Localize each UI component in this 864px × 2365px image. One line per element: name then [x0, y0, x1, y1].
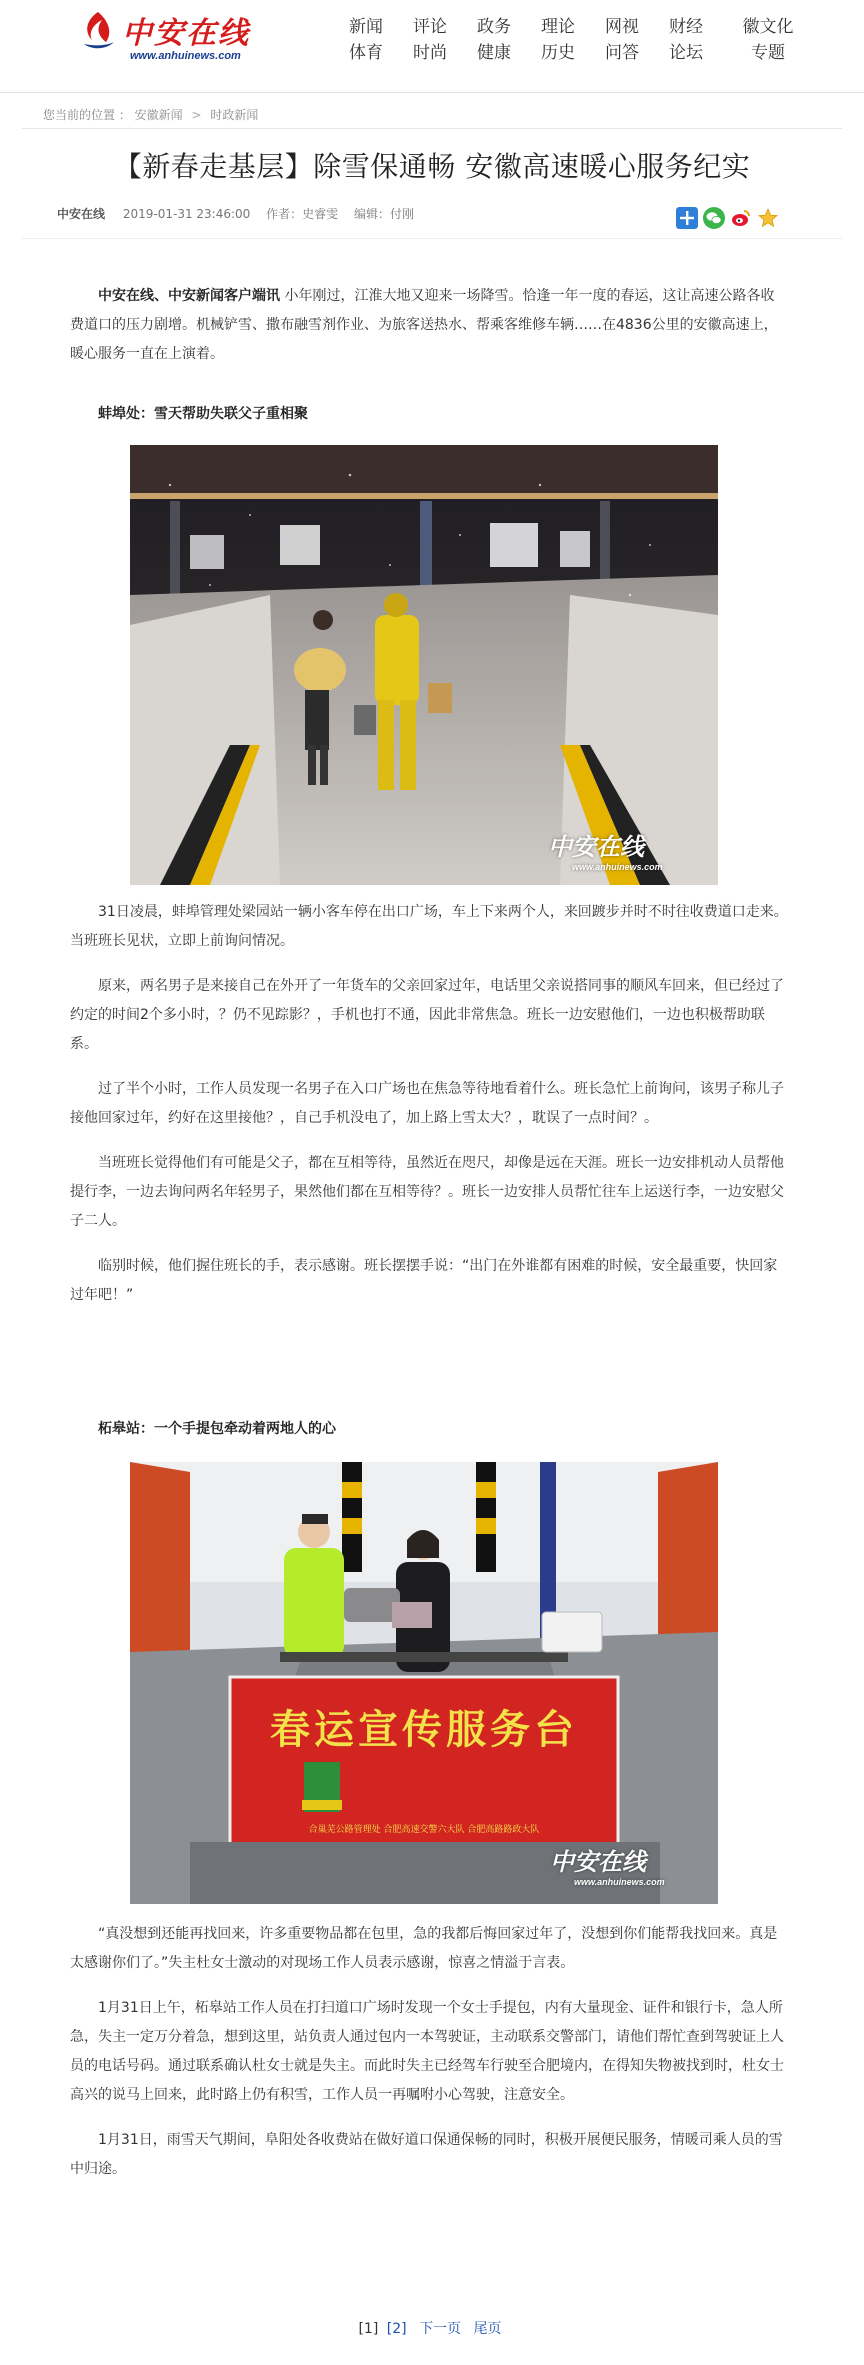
article-paragraph: 1月31日上午，柘皋站工作人员在打扫道口广场时发现一个女士手提包，内有大量现金、证件和银行卡，急人所急，失主一定万分着急，想到这里，站负责人通过包内一本驾驶证，主动联系交警部门，请他们帮忙查到驾驶证上人员的电话号码。通过联系确认杜女士就是失主。而此时失主已经驾车行驶至合肥境内，在得知失物被找到时，杜女士高兴的说马上回来，此时路上仍有积雪，工作人员一再嘱咐小心驾驶，注意安全。 — [70, 2000, 784, 2103]
section2-title: 柘皋站：一个手提包牵动着两地人的心 — [98, 1421, 336, 1437]
logo-text: 中安在线 — [122, 16, 250, 51]
meta-divider — [22, 238, 842, 239]
photo2-watermark-text: 中安在线 — [550, 1847, 646, 1876]
nav-column — [732, 14, 804, 66]
article-source: 中安在线 — [57, 207, 106, 221]
plus-share-icon[interactable] — [676, 207, 698, 229]
nav-column — [336, 14, 396, 66]
nav-item-video[interactable]: 网视 — [605, 17, 639, 37]
nav-item-topics[interactable]: 专题 — [751, 43, 785, 63]
photo2-watermark-url: www.anhuinews.com — [574, 1877, 665, 1887]
nav-item-news[interactable]: 新闻 — [349, 17, 383, 37]
photo-service-desk-illustration — [130, 1462, 718, 1904]
article-paragraph: 31日凌晨，蚌埠管理处梁园站一辆小客车停在出口广场，车上下来两个人，来回踱步并时不时往收费道口走来。当班班长见状，立即上前询问情况。 — [70, 904, 788, 949]
lead-source-bold: 中安在线、中安新闻客户端讯 — [98, 288, 280, 304]
article-body-section1 — [70, 898, 788, 1310]
nav-column — [400, 14, 460, 66]
photo-snow-tollbooth-illustration — [130, 445, 718, 885]
lead-paragraph — [70, 282, 788, 369]
page-current: [1] — [358, 2321, 379, 2337]
nav-column — [656, 14, 716, 66]
lead-text: 小年刚过，江淮大地又迎来一场降雪。恰逢一年一度的春运，这让高速公路各收费道口的压力剧增。机械铲雪、撒布融雪剂作业、为旅客送热水、帮乘客维修车辆……在4836公里的安徽高速上，暖心服务一直在上演着。 — [70, 288, 778, 362]
nav-item-finance[interactable]: 财经 — [669, 17, 703, 37]
nav-column — [592, 14, 652, 66]
article-paragraph: 1月31日，雨雪天气期间，阜阳处各收费站在做好道口保通保畅的同时，积极开展便民服务，情暖司乘人员的雪中归途。 — [70, 2132, 783, 2177]
breadcrumb-separator: > — [191, 108, 202, 122]
logo-emblem-icon — [78, 10, 118, 52]
nav-column — [528, 14, 588, 66]
nav-item-health[interactable]: 健康 — [477, 43, 511, 63]
photo2-watermark — [550, 1842, 665, 1887]
nav-item-fashion[interactable]: 时尚 — [413, 43, 447, 63]
article-datetime: 2019-01-31 23:46:00 — [122, 207, 251, 221]
article-paragraph: 过了半个小时，工作人员发现一名男子在入口广场也在焦急等待地看着什么。班长急忙上前询问，该男子称儿子接他回家过年，约好在这里接他？，自己手机没电了，加上路上雪太大？，耽误了一点时间？。 — [70, 1081, 784, 1126]
article-lead — [70, 282, 788, 369]
nav-item-sports[interactable]: 体育 — [349, 43, 383, 63]
article-photo-service-desk — [130, 1462, 718, 1904]
nav-item-comment[interactable]: 评论 — [413, 17, 447, 37]
article-editor: 编辑：付刚 — [353, 207, 414, 221]
section-heading-1 — [70, 403, 788, 423]
service-desk-banner-footer: 合巢芜公路管理处 合肥高速交警六大队 合肥高路路政大队 — [308, 1825, 540, 1835]
photo1-watermark-url: www.anhuinews.com — [572, 862, 663, 872]
header-divider — [0, 92, 864, 93]
last-page-link[interactable]: 尾页 — [473, 2321, 502, 2337]
section-heading-2 — [70, 1418, 788, 1438]
article-paragraph: 临别时候，他们握住班长的手，表示感谢。班长摆摆手说：“出门在外谁都有困难的时候，安全最重要，快回家过年吧！” — [70, 1258, 778, 1303]
section1-title: 蚌埠处：雪天帮助失联父子重相聚 — [98, 406, 308, 422]
breadcrumb — [43, 106, 258, 123]
article-paragraph: “真没想到还能再找回来，许多重要物品都在包里，急的我都后悔回家过年了，没想到你们能帮我找回来。真是太感谢你们了。”失主杜女士激动的对现场工作人员表示感谢，惊喜之情溢于言表。 — [70, 1926, 778, 1971]
logo-url: www.anhuinews.com — [130, 50, 241, 62]
nav-item-government[interactable]: 政务 — [477, 17, 511, 37]
main-nav — [336, 14, 826, 66]
article-title: 【新春走基层】除雪保通畅 安徽高速暖心服务纪实 — [113, 150, 751, 183]
nav-item-culture[interactable]: 徽文化 — [742, 17, 794, 37]
breadcrumb-divider — [22, 128, 842, 129]
page-link-2[interactable]: [2] — [386, 2321, 407, 2337]
breadcrumb-link-anhui-news[interactable]: 安徽新闻 — [134, 108, 183, 122]
photo1-watermark-text: 中安在线 — [548, 832, 644, 861]
article-meta — [57, 205, 414, 222]
nav-item-qa[interactable]: 问答 — [605, 43, 639, 63]
service-desk-banner: 春运宣传服务台 — [270, 1706, 578, 1753]
article-photo-snow-tollbooth — [130, 445, 718, 885]
photo1-watermark — [548, 827, 663, 872]
article-paragraph: 当班班长觉得他们有可能是父子，都在互相等待，虽然近在咫尺，却像是远在天涯。班长一边安排机动人员帮他提行李，一边去询问两名年轻男子，果然他们都在互相等待？。班长一边安排人员帮忙往车上运送行李，一边安慰父子二人。 — [70, 1155, 784, 1229]
article-author: 作者：史睿雯 — [266, 207, 339, 221]
nav-item-theory[interactable]: 理论 — [541, 17, 575, 37]
wechat-icon[interactable] — [703, 207, 725, 229]
article-body-section2 — [70, 1920, 788, 2184]
weibo-icon[interactable] — [730, 207, 752, 229]
nav-item-history[interactable]: 历史 — [541, 43, 575, 63]
next-page-link[interactable]: 下一页 — [419, 2321, 462, 2337]
nav-column — [464, 14, 524, 66]
breadcrumb-link-politics[interactable]: 时政新闻 — [210, 108, 259, 122]
site-logo[interactable] — [78, 6, 278, 68]
pagination — [0, 2318, 864, 2338]
site-header — [0, 0, 864, 78]
nav-item-forum[interactable]: 论坛 — [669, 43, 703, 63]
star-icon[interactable] — [757, 207, 779, 229]
breadcrumb-prefix: 您当前的位置 ： — [43, 108, 131, 122]
article-paragraph: 原来，两名男子是来接自己在外开了一年货车的父亲回家过年，电话里父亲说搭同事的顺风车回来，但已经过了约定的时间2个多小时，？仍不见踪影？，手机也打不通，因此非常焦急。班长一边安慰他们，一边也积极帮助联系。 — [70, 978, 784, 1052]
